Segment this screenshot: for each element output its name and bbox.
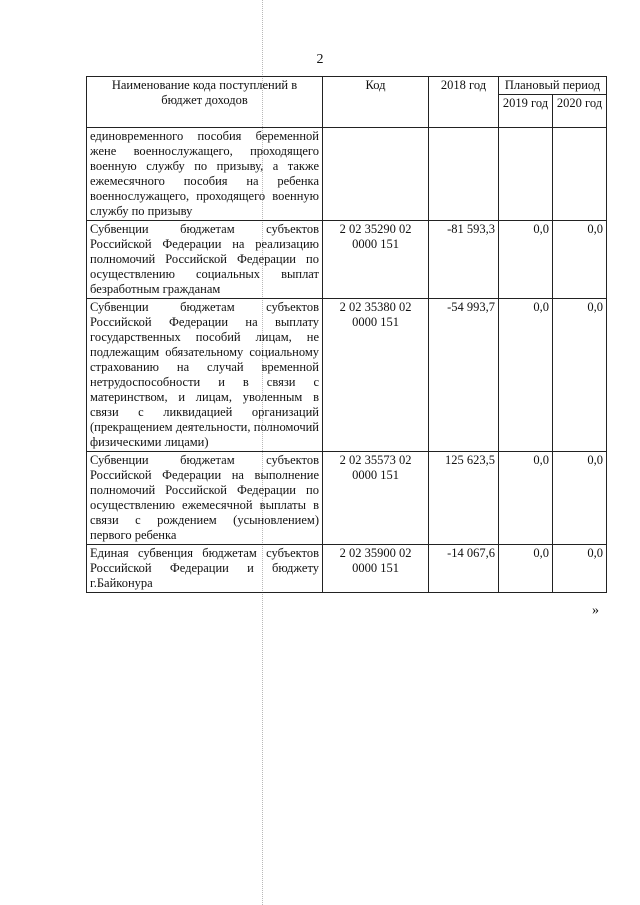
header-2019: 2019 год bbox=[499, 95, 553, 128]
header-code: Код bbox=[323, 77, 429, 128]
header-name: Наименование кода поступлений в бюджет доходов bbox=[87, 77, 323, 128]
budget-income-table bbox=[86, 76, 607, 593]
page-number: 2 bbox=[316, 52, 324, 67]
row-2020: 0,0 bbox=[553, 545, 607, 593]
row-code: 2 02 35573 02 0000 151 bbox=[323, 452, 429, 545]
table-row bbox=[87, 128, 607, 221]
row-2019: 0,0 bbox=[499, 545, 553, 593]
header-2020: 2020 год bbox=[553, 95, 607, 128]
row-2018: -81 593,3 bbox=[429, 221, 499, 299]
row-code: 2 02 35900 02 0000 151 bbox=[323, 545, 429, 593]
table-row bbox=[87, 221, 607, 299]
header-2018: 2018 год bbox=[429, 77, 499, 128]
row-2019: 0,0 bbox=[499, 221, 553, 299]
row-name: Единая субвенция бюджетам субъектов Российской Федерации и бюджету г.Байконура bbox=[87, 545, 323, 593]
row-name: Субвенции бюджетам субъектов Российской Федерации на реализацию полномочий Российской Федерации по осуществлению социальных выплат безработным гражданам bbox=[87, 221, 323, 299]
table-row bbox=[87, 452, 607, 545]
row-code bbox=[323, 128, 429, 221]
row-2020 bbox=[553, 128, 607, 221]
row-code: 2 02 35290 02 0000 151 bbox=[323, 221, 429, 299]
row-2018 bbox=[429, 128, 499, 221]
row-2018: 125 623,5 bbox=[429, 452, 499, 545]
header-planned-period: Плановый период bbox=[499, 77, 607, 95]
closing-quote-mark: » bbox=[592, 603, 599, 618]
row-2018: -54 993,7 bbox=[429, 299, 499, 452]
row-2019: 0,0 bbox=[499, 452, 553, 545]
row-2020: 0,0 bbox=[553, 452, 607, 545]
row-2020: 0,0 bbox=[553, 221, 607, 299]
row-code: 2 02 35380 02 0000 151 bbox=[323, 299, 429, 452]
table-row bbox=[87, 299, 607, 452]
row-name: Субвенции бюджетам субъектов Российской Федерации на выплату государственных пособий лицам, не подлежащим обязательному социальному страхованию на случай временной нетрудоспособности и в связи с материнством, и лицам, уволенным в связи с ликвидацией организаций (прекращением деятельности, полномочий физическими лицами) bbox=[87, 299, 323, 452]
row-2020: 0,0 bbox=[553, 299, 607, 452]
row-2019: 0,0 bbox=[499, 299, 553, 452]
row-name: Субвенции бюджетам субъектов Российской Федерации на выполнение полномочий Российской Федерации по осуществлению ежемесячной выплаты в связи с рождением (усыновлением) первого ребенка bbox=[87, 452, 323, 545]
row-2019 bbox=[499, 128, 553, 221]
row-name: единовременного пособия беременной жене военнослужащего, проходящего военную службу по призыву, а также ежемесячного пособия на ребенка военнослужащего, проходящего военную службу по призыву bbox=[87, 128, 323, 221]
row-2018: -14 067,6 bbox=[429, 545, 499, 593]
table-row bbox=[87, 545, 607, 593]
